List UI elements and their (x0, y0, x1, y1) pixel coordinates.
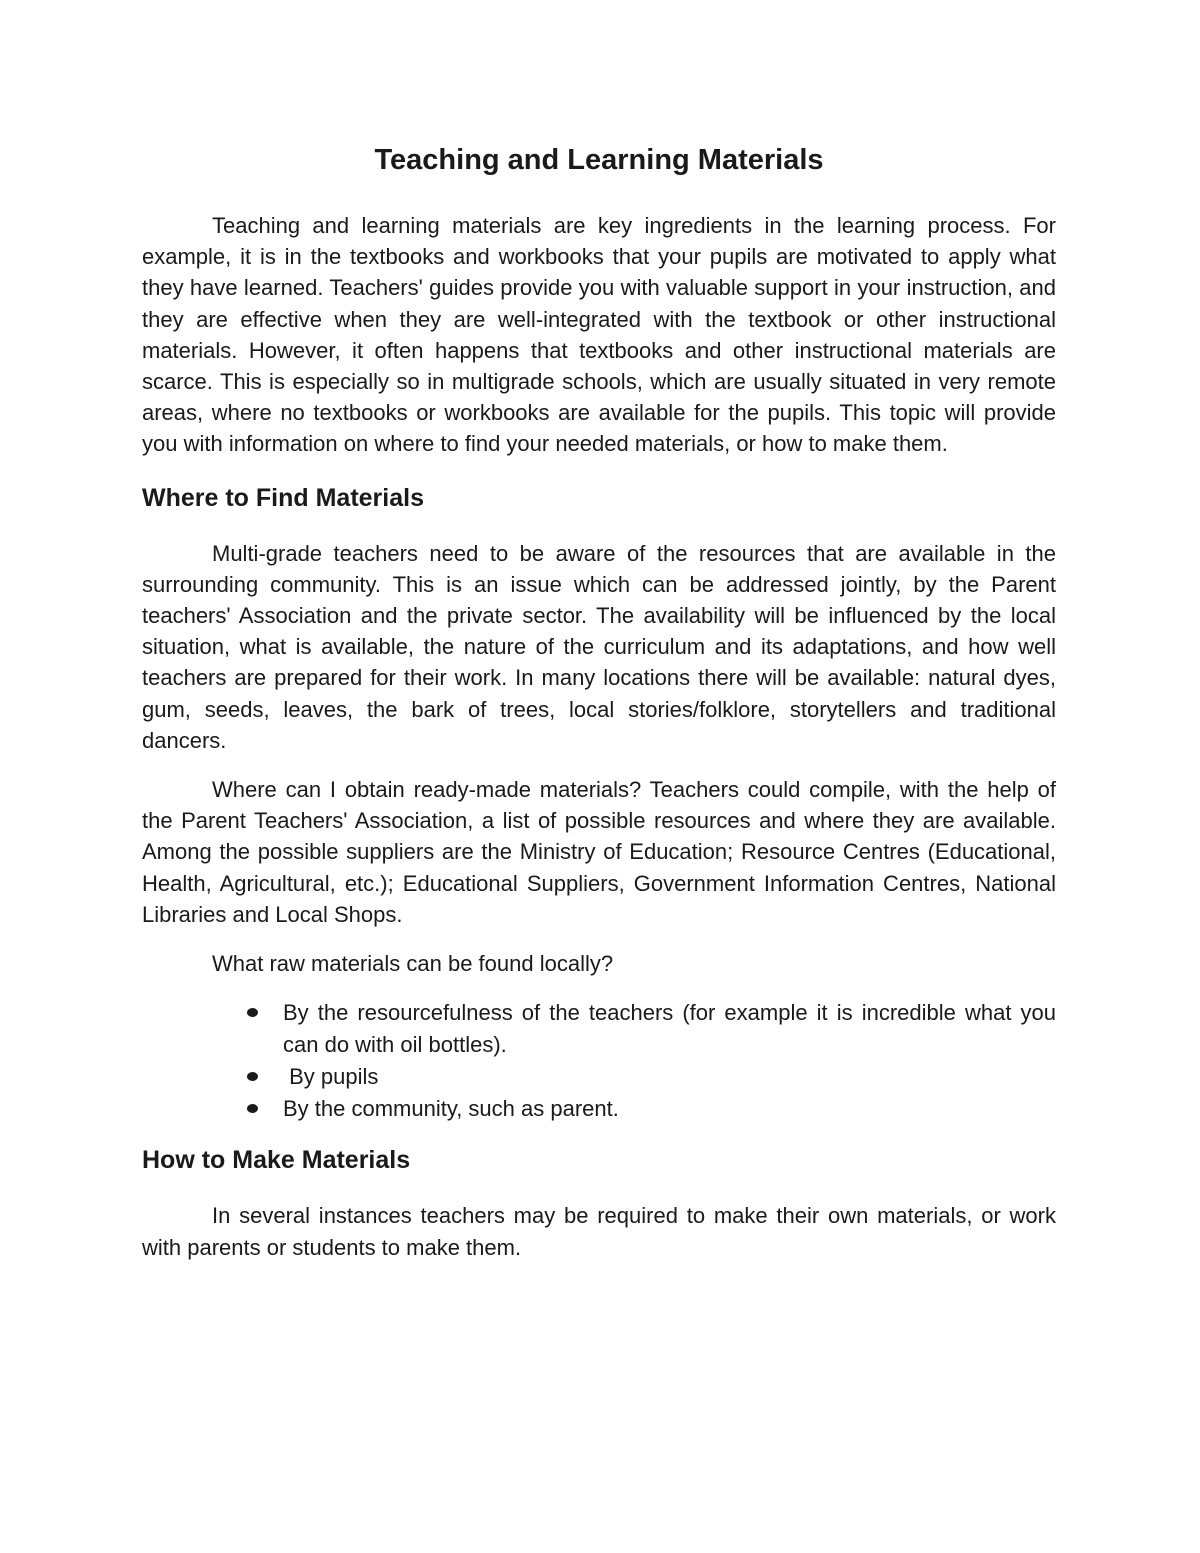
list-item-text: By the resourcefulness of the teachers (for example it is incredible what you can do with oil bottles). (283, 1000, 1056, 1058)
intro-paragraph: Teaching and learning materials are key ingredients in the learning process. For example, it is in the textbooks and workbooks that your pupils are motivated to apply what they have learned. Teachers' guides provide you with valuable support in your instruction, and they are effective when they are well-integrated with the textbook or other instructional materials. However, it often happens that textbooks and other instructional materials are scarce. This is especially so in multigrade schools, which are usually situated in very remote areas, where no textbooks or workbooks are available for the pupils. This topic will provide you with information on where to find your needed materials, or how to make them. (142, 213, 1056, 457)
how-paragraph-1: In several instances teachers may be required to make their own materials, or work with parents or students to make them. (142, 1203, 1056, 1260)
bullet-icon (247, 1008, 258, 1017)
list-item (142, 1061, 1056, 1093)
raw-materials-list (142, 997, 1056, 1124)
list-item-text: By the community, such as parent. (283, 1095, 619, 1121)
document-title: Teaching and Learning Materials (374, 144, 824, 176)
list-item-text: By pupils (283, 1063, 379, 1089)
section-heading-how-to-make: How to Make Materials (142, 1146, 411, 1175)
bullet-icon (247, 1072, 258, 1081)
document-page (142, 138, 1056, 1281)
raw-materials-question: What raw materials can be found locally? (212, 951, 614, 977)
list-item (142, 997, 1056, 1061)
section-heading-where-to-find: Where to Find Materials (142, 483, 424, 512)
bullet-icon (247, 1104, 258, 1113)
list-item (142, 1093, 1056, 1125)
where-paragraph-2: Where can I obtain ready-made materials? Teachers could compile, with the help of the Parent Teachers' Association, a list of possible resources and where they are available. Among the possible suppliers are the Ministry of Education; Resource Centres (Educational, Health, Agricultural, etc.); Educational Suppliers, Government Information Centres, National Libraries and Local Shops. (142, 777, 1056, 927)
where-paragraph-1: Multi-grade teachers need to be aware of the resources that are available in the surrounding community. This is an issue which can be addressed jointly, by the Parent teachers' Association and the private sector. The availability will be influenced by the local situation, what is available, the nature of the curriculum and its adaptations, and how well teachers are prepared for their work. In many locations there will be available: natural dyes, gum, seeds, leaves, the bark of trees, local stories/folklore, storytellers and traditional dancers. (142, 540, 1056, 753)
